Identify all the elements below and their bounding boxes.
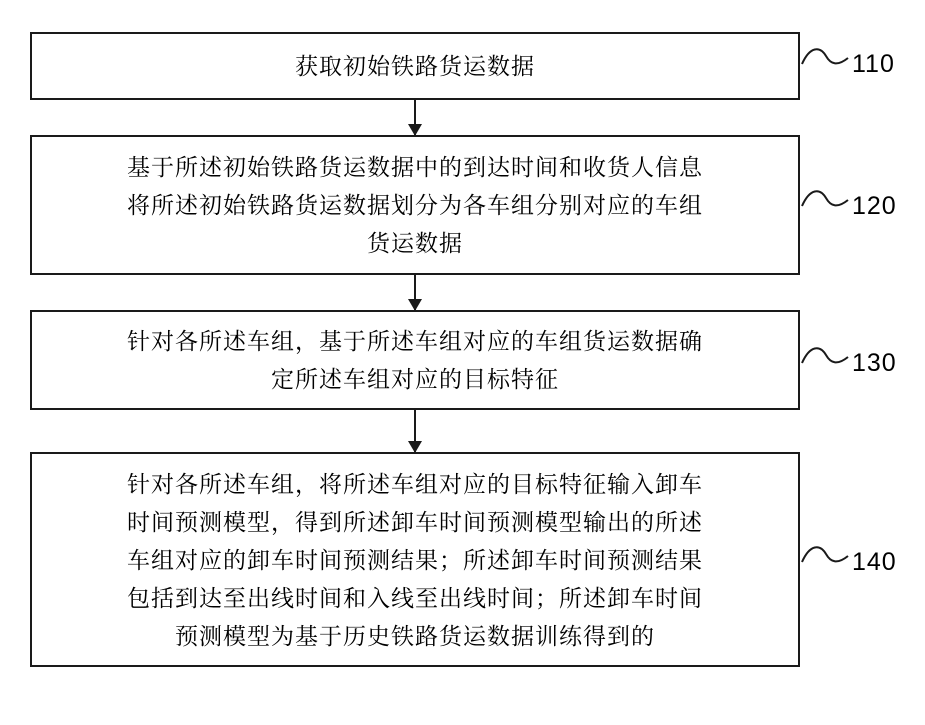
process-box-130 — [30, 310, 800, 410]
process-box-110-label: 获取初始铁路货运数据 — [295, 53, 535, 79]
process-box-110 — [30, 32, 800, 100]
process-box-120 — [30, 135, 800, 275]
reference-number-140: 140 — [852, 548, 897, 576]
process-box-130-label: 针对各所述车组，基于所述车组对应的车组货运数据确 定所述车组对应的目标特征 — [127, 328, 703, 392]
process-box-120-label: 基于所述初始铁路货运数据中的到达时间和收货人信息 将所述初始铁路货运数据划分为各车组分别对应的车组 货运数据 — [127, 154, 703, 256]
connector-arrow-120-130 — [414, 275, 416, 310]
leader-line-120 — [800, 186, 850, 222]
leader-line-110 — [800, 44, 850, 80]
process-box-140-label: 针对各所述车组，将所述车组对应的目标特征输入卸车 时间预测模型，得到所述卸车时间预测模型输出的所述 车组对应的卸车时间预测结果；所述卸车时间预测结果 包括到达至出线时间和入线至出线时间；所述卸车时间 预测模型为基于历史铁路货运数据训练得到的 — [127, 470, 703, 649]
connector-arrow-110-120 — [414, 100, 416, 135]
reference-number-130: 130 — [852, 349, 897, 377]
leader-line-140 — [800, 542, 850, 578]
leader-line-130 — [800, 343, 850, 379]
reference-number-110: 110 — [852, 50, 895, 78]
connector-arrow-130-140 — [414, 410, 416, 452]
process-box-140 — [30, 452, 800, 667]
reference-number-120: 120 — [852, 192, 897, 220]
